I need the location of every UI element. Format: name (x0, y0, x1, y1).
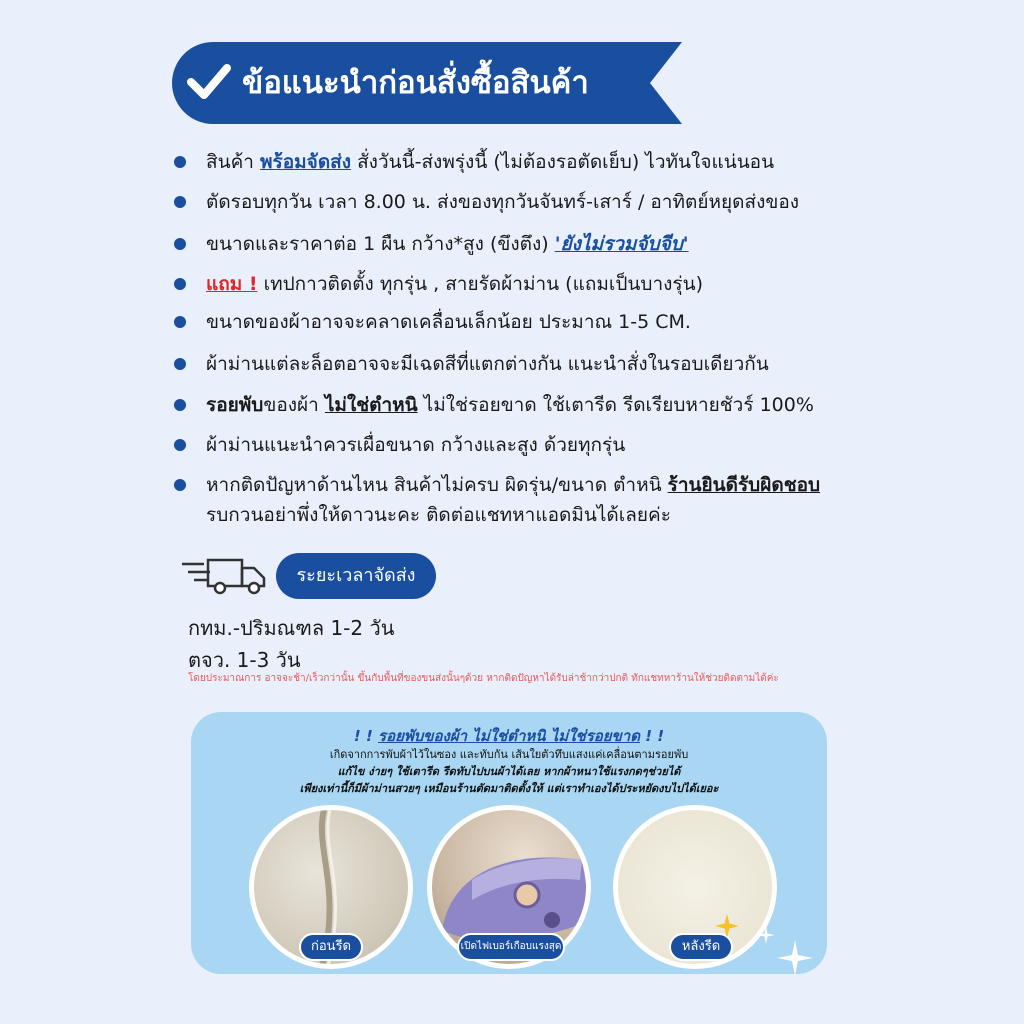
bullet-text (206, 148, 774, 176)
bullet-text-part: รอยพับ (206, 394, 264, 416)
card-title-suffix: ! ! (639, 727, 665, 745)
bullet-dot-icon (174, 479, 186, 491)
bullet-text-part: ตัดรอบทุกวัน เวลา 8.00 น. ส่งของทุกวันจันทร์-เสาร์ / อาทิตย์หยุดส่งของ (206, 191, 800, 213)
shipping-time-badge: ระยะเวลาจัดส่ง (276, 553, 436, 599)
check-icon (186, 62, 232, 102)
bullet-text-part: ร้านยินดีรับผิดชอบ (667, 474, 821, 496)
label-iron-setting: เปิดไฟเบอร์เกือบแรงสุด (457, 933, 565, 961)
page-title: ข้อแนะนำก่อนสั่งซื้อสินค้า (242, 65, 589, 101)
bullet-text (206, 270, 703, 298)
shipping-note: โดยประมาณการ อาจจะช้า/เร็วกว่านั้น ขึ้นกับพื้นที่ของขนส่งนั้นๆด้วย หากติดปัญหาได้รับล่าช้ากว่าปกติ ทักแชทหาร้านให้ช่วยติดตามได้ค่ะ (188, 673, 779, 684)
bullet-dot-icon (174, 439, 186, 451)
bullet-text (206, 391, 814, 419)
bullet-text-part: 'ยังไม่รวมจับจีบ' (554, 233, 689, 255)
bullet-dot-icon (174, 399, 186, 411)
bullet-text-part: แถม ! (206, 273, 258, 295)
bullet-text (206, 230, 689, 258)
bullet-text-part: ขนาดและราคาต่อ 1 ผืน กว้าง*สูง (ขึงตึง) (206, 233, 555, 255)
bullet-text-part: เทปกาวติดตั้ง ทุกรุ่น , สายรัดผ้าม่าน (แถมเป็นบางรุ่น) (257, 273, 704, 295)
bullet-text-part: สั่งวันนี้-ส่งพรุ่งนี้ (ไม่ต้องรอตัดเย็บ) ไวทันใจแน่นอน (351, 151, 775, 173)
bullet-text-part: พร้อมจัดส่ง (260, 151, 352, 173)
bullet-text-part: ผ้าม่านแต่ละล็อตอาจจะมีเฉดสีที่แตกต่างกัน แนะนำสั่งในรอบเดียวกัน (206, 353, 769, 375)
bullet-dot-icon (174, 358, 186, 370)
bullet-text-part: หากติดปัญหาด้านไหน สินค้าไม่ครบ ผิดรุ่น/ขนาด ตำหนิ (206, 474, 668, 496)
card-line-1: เกิดจากการพับผ้าไว้ในซอง และทับกัน เส้นใยตัวทึบแสงแค่เคลื่อนตามรอยพับ (329, 748, 689, 761)
bullet-text-part: ของผ้า (263, 394, 325, 416)
sparkle-icon (757, 926, 775, 944)
bullet-text-continued: รบกวนอย่าพึ่งให้ดาวนะคะ ติดต่อแชทหาแอดมินได้เลยค่ะ (206, 504, 671, 526)
bullet-text (206, 308, 691, 336)
bullet-dot-icon (174, 156, 186, 168)
fold-mark-card (191, 712, 827, 974)
card-title-prefix: ! ! (353, 727, 379, 745)
label-after-ironing: หลังรีด (669, 933, 733, 961)
bullet-text (206, 431, 625, 459)
bullet-text-part: ไม่ใช่รอยขาด ใช้เตารีด รีดเรียบหายชัวร์ 100% (417, 394, 814, 416)
bullet-text-part: สินค้า (206, 151, 261, 173)
sparkle-icon (777, 940, 813, 974)
bullet-dot-icon (174, 196, 186, 208)
bullet-dot-icon (174, 316, 186, 328)
card-line-3: เพียงเท่านี้ก็มีผ้าม่านสวยๆ เหมือนร้านตัดมาติดตั้งให้ แต่เราทำเองได้ประหยัดงบไปได้เยอะ (299, 782, 719, 795)
bullet-text-part: ผ้าม่านแนะนำควรเผื่อขนาด กว้างและสูง ด้วยทุกรุ่น (206, 434, 626, 456)
bullet-text (206, 471, 820, 499)
bullet-dot-icon (174, 238, 186, 250)
label-before-ironing: ก่อนรีด (299, 933, 363, 961)
delivery-truck-icon (180, 556, 268, 596)
shipping-bkk: กทม.-ปริมณฑล 1-2 วัน (188, 616, 395, 640)
bullet-text-part: ขนาดของผ้าอาจจะคลาดเคลื่อนเล็กน้อย ประมาณ 1-5 CM. (206, 311, 691, 333)
bullet-text-part: ไม่ใช่ตำหนิ (324, 394, 418, 416)
bullet-dot-icon (174, 278, 186, 290)
sparkle-icon (715, 914, 739, 938)
bullet-text (206, 350, 769, 378)
bullet-text (206, 188, 799, 216)
shipping-upcountry: ตจว. 1-3 วัน (188, 648, 301, 672)
card-title-main: รอยพับของผ้า ไม่ใช่ตำหนิ ไม่ใช่รอยขาด (378, 727, 640, 745)
card-line-2: แก้ไข ง่ายๆ ใช้เตารีด รีดทับไปบนผ้าได้เลย หากผ้าหนาใช้แรงกดๆช่วยได้ (337, 765, 681, 778)
header-banner (172, 42, 682, 124)
